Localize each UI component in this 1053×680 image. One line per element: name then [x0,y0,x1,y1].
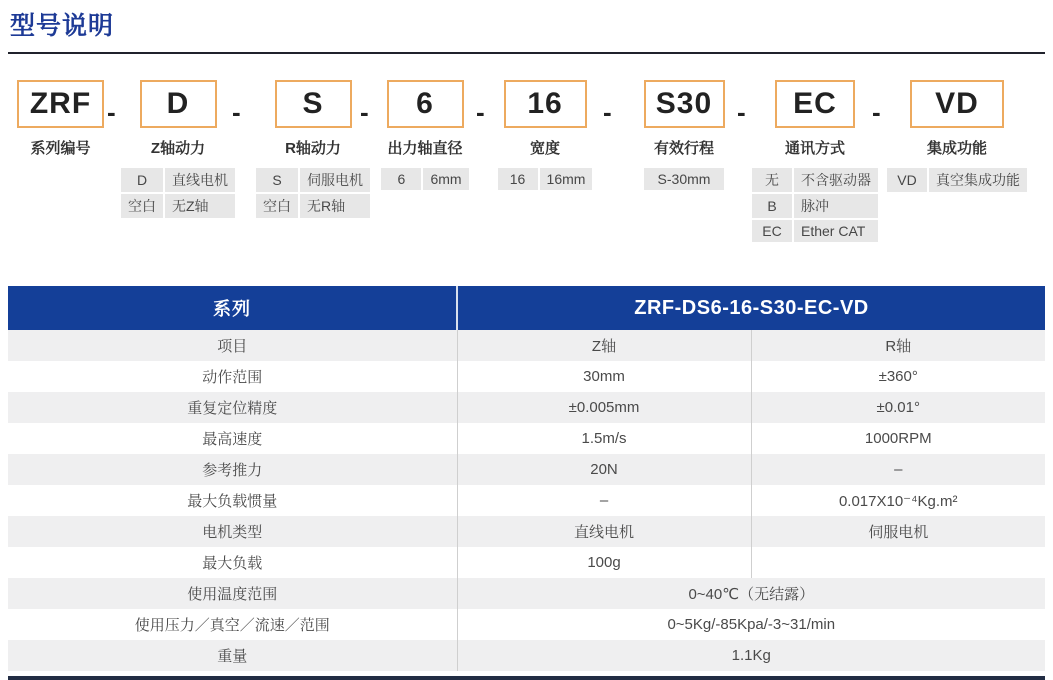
z-value: ±0.005mm [457,392,751,423]
model-code-box: D [140,80,217,128]
dash-separator: - [737,96,746,127]
z-value: – [457,485,751,516]
spec-row-repeatability [8,392,1045,423]
legend-row [121,168,235,192]
model-segment-integrated-function [869,80,1045,194]
spec-row-pressure-vacuum-flow [8,609,1045,640]
legend-code-cell: B [752,194,792,218]
merged-value: 1.1Kg [457,640,1045,671]
legend-table [885,166,1029,194]
model-code-box: S [275,80,352,128]
column-header-r-axis: R轴 [751,330,1045,361]
merged-value: 0~5Kg/-85Kpa/-3~31/min [457,609,1045,640]
r-value: ±0.01° [751,392,1045,423]
legend-code-cell: 空白 [121,194,163,218]
legend-value-cell: S-30mm [644,168,725,190]
legend-table [750,166,880,244]
dash-separator: - [476,96,485,127]
column-header-item: 项目 [8,330,457,361]
legend-code-cell: D [121,168,163,192]
r-value: 1000RPM [751,423,1045,454]
model-number-header-cell: ZRF-DS6-16-S30-EC-VD [457,286,1045,330]
model-code-box: VD [910,80,1004,128]
row-label: 重量 [8,640,457,671]
model-code-box: EC [775,80,855,128]
r-value: 伺服电机 [751,516,1045,547]
row-label: 电机类型 [8,516,457,547]
legend-code-cell: S [256,168,298,192]
row-label: 参考推力 [8,454,457,485]
r-value: 0.017X10⁻⁴Kg.m² [751,485,1045,516]
legend-row [887,168,1027,192]
r-value [751,547,1045,578]
legend-table [119,166,237,220]
column-header-z-axis: Z轴 [457,330,751,361]
model-segment-label: Z轴动力 [150,140,206,157]
legend-code-cell: 6 [381,168,421,190]
title-divider [8,52,1045,54]
legend-value-cell: Ether CAT [794,220,878,242]
legend-code-cell: 无 [752,168,792,192]
legend-row [121,194,235,218]
model-segment-label: R轴动力 [285,140,341,157]
spec-row-reference-thrust [8,454,1045,485]
legend-table [379,166,470,192]
model-segment-label: 有效行程 [653,140,714,157]
row-label: 动作范围 [8,361,457,392]
legend-value-cell: 直线电机 [165,168,235,192]
model-code-box: 6 [387,80,464,128]
legend-code-cell: 空白 [256,194,298,218]
legend-row [256,194,370,218]
legend-value-cell: 无R轴 [300,194,370,218]
spec-row-motor-type [8,516,1045,547]
spec-subheader-row [8,330,1045,361]
spec-row-max-speed [8,423,1045,454]
legend-value-cell: 6mm [423,168,468,190]
dash-separator: - [603,96,612,127]
row-label: 重复定位精度 [8,392,457,423]
legend-row [752,220,878,242]
series-header-cell: 系列 [8,286,457,330]
spec-row-temperature-range [8,578,1045,609]
z-value: 直线电机 [457,516,751,547]
spec-row-max-load [8,547,1045,578]
legend-value-cell: 16mm [540,168,593,190]
bottom-accent-bar [8,676,1045,680]
model-segment-label: 系列编号 [30,140,91,157]
row-label: 使用温度范围 [8,578,457,609]
model-segment-label: 出力轴直径 [387,140,463,157]
dash-separator: - [872,96,881,127]
model-code-box: ZRF [17,80,104,128]
dash-separator: - [232,96,241,127]
legend-value-cell: 真空集成功能 [929,168,1027,192]
row-label: 使用压力／真空／流速／范围 [8,609,457,640]
spec-table-header [8,286,1045,330]
z-value: 20N [457,454,751,485]
page-title: 型号说明 [10,12,115,40]
legend-value-cell: 伺服电机 [300,168,370,192]
legend-row [752,194,878,218]
legend-row [752,168,878,192]
spec-row-motion-range [8,361,1045,392]
row-label: 最大负载惯量 [8,485,457,516]
legend-value-cell: 脉冲 [794,194,878,218]
spec-row-max-load-inertia [8,485,1045,516]
spec-row-weight [8,640,1045,671]
legend-code-cell: VD [887,168,927,192]
legend-row [644,168,725,190]
z-value: 100g [457,547,751,578]
merged-value: 0~40℃（无结露） [457,578,1045,609]
dash-separator: - [107,96,116,127]
dash-separator: - [360,96,369,127]
legend-row [498,168,593,190]
model-segment-label: 通讯方式 [784,140,845,157]
model-code-box: S30 [644,80,725,128]
spec-table [8,286,1045,671]
legend-value-cell: 无Z轴 [165,194,235,218]
legend-value-cell: 不含驱动器 [794,168,878,192]
legend-table [496,166,595,192]
r-value: – [751,454,1045,485]
legend-code-cell: EC [752,220,792,242]
r-value: ±360° [751,361,1045,392]
row-label: 最高速度 [8,423,457,454]
z-value: 30mm [457,361,751,392]
row-label: 最大负载 [8,547,457,578]
legend-code-cell: 16 [498,168,538,190]
model-code-diagram [8,80,1045,262]
model-segment-label: 集成功能 [926,140,987,157]
legend-table [642,166,727,192]
model-segment-label: 宽度 [529,140,560,157]
z-value: 1.5m/s [457,423,751,454]
legend-row [381,168,468,190]
model-code-box: 16 [504,80,587,128]
